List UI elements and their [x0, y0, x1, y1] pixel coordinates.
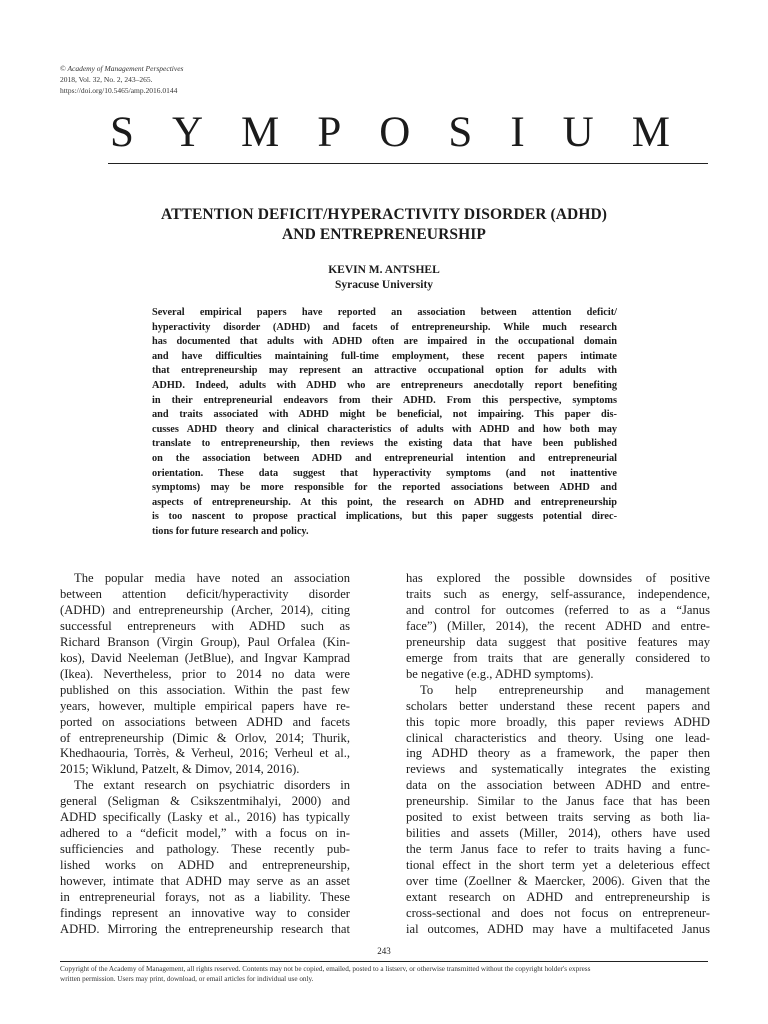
text-line: Khedhaouria, Torrès, & Verheul, 2016; Verheul et al., — [60, 746, 350, 761]
text-line: and control for outcomes (referred to as a “Janus — [406, 602, 710, 617]
text-line: symptoms) may be more responsible for the reported associations between ADHD and — [152, 482, 617, 494]
text-line: tions for future research and policy. — [152, 525, 309, 537]
text-line: is too nascent to propose practical implications, but this paper suggests potential direc- — [152, 511, 617, 523]
text-line: Richard Branson (Virgin Group), Paul Orfalea (Kin- — [60, 634, 350, 649]
footer-divider — [60, 961, 708, 962]
text-line: over time (Zoellner & Maercker, 2006). Given that the — [406, 874, 710, 889]
text-line: adhered to a “deficit model,” with a focus on in- — [60, 826, 350, 841]
text-line: ADHD. Mirroring the entrepreneurship research that — [60, 921, 350, 936]
text-line: extant research on ADHD and entrepreneurship is — [406, 890, 710, 905]
text-line: on the association between ADHD and entrepreneurial intention and entrepreneurial — [152, 452, 617, 464]
section-heading-letter: O — [379, 109, 411, 156]
text-line: posited to exist between traits serving as both lia- — [406, 810, 710, 825]
section-heading-letter: Y — [171, 109, 204, 156]
text-line: published on this association. Within the past few — [60, 682, 350, 697]
body-column-left — [60, 571, 350, 938]
text-line: scholars better understand these recent papers and — [406, 698, 710, 713]
body-column-right — [406, 571, 710, 938]
text-line: The popular media have noted an association — [74, 571, 350, 585]
text-line: bilities and assets (Miller, 2014), others have used — [406, 826, 710, 841]
text-line: ial outcomes, ADHD may have a multifaceted Janus — [406, 921, 710, 936]
text-line: To help entrepreneurship and management — [420, 682, 710, 697]
text-line: face”) (Miller, 2014), the recent ADHD and entre- — [406, 618, 710, 633]
text-line: successful entrepreneurs with ADHD such as — [60, 618, 350, 633]
title-line: ATTENTION DEFICIT/HYPERACTIVITY DISORDER (ADHD) — [160, 206, 608, 223]
text-line: has documented that adults with ADHD often are impaired in the occupational domain — [152, 336, 617, 348]
text-line: cross-sectional and does not focus on entrepreneur- — [406, 906, 710, 921]
text-line: in their entrepreneurial endeavors from their ADHD. From this perspective, symptoms — [152, 394, 617, 406]
author-block — [60, 263, 708, 293]
section-heading-letter: M — [241, 109, 280, 156]
text-line: (Ikea). Nevertheless, prior to 2014 no data were — [60, 666, 350, 681]
author-name: KEVIN M. ANTSHEL — [328, 264, 440, 276]
text-line: and have difficulties maintaining full-time employment, these recent papers intimate — [152, 350, 617, 362]
text-line: ing ADHD theory as a framework, the paper then — [406, 746, 710, 761]
text-line: kos), David Neeleman (JetBlue), and Ingvar Kamprad — [60, 650, 350, 665]
section-heading-letter: I — [510, 109, 525, 156]
text-line: ported on associations between ADHD and facets — [60, 714, 350, 729]
text-line: lished works on ADHD and entrepreneurship, — [60, 858, 350, 873]
section-heading-letter: U — [562, 109, 594, 156]
text-line: sufficiencies and pathology. These recently pub- — [60, 842, 350, 857]
article-metadata — [60, 63, 183, 96]
text-line: traits such as energy, self-assurance, independence, — [406, 586, 710, 601]
abstract — [152, 306, 617, 540]
section-heading-letter: M — [631, 109, 670, 156]
text-line: be negative (e.g., ADHD symptoms). — [406, 666, 594, 681]
text-line: orientation. These data suggest that hyperactivity symptoms (and not inattentive — [152, 467, 617, 479]
text-line: the term Janus face to refer to traits having a func- — [406, 842, 710, 857]
text-line: cusses ADHD theory and clinical characteristics of adults with ADHD and how both may — [152, 423, 617, 435]
text-line: aspects of entrepreneurship. At this point, the research on ADHD and entrepreneurship — [152, 496, 617, 508]
text-line: this topic more broadly, this paper reviews ADHD — [406, 714, 710, 729]
text-line: reviews and systematically integrates the existing — [406, 762, 710, 777]
text-line: Several empirical papers have reported an association between attention deficit/ — [152, 307, 617, 318]
text-line: in entrepreneurial forays, not as a liability. These — [60, 890, 350, 905]
text-line: that entrepreneurship may represent an attractive occupational option for adults with — [152, 365, 617, 377]
title-line: AND ENTREPRENEURSHIP — [282, 226, 486, 243]
copyright-line: written permission. Users may print, download, or email articles for individual use only. — [60, 974, 314, 983]
text-line: preneurship. Similar to the Janus face that has been — [406, 794, 710, 809]
heading-divider — [108, 163, 708, 164]
text-line: however, intimate that ADHD may serve as an asset — [60, 874, 350, 889]
section-heading — [110, 108, 670, 158]
section-heading-letter: S — [448, 109, 473, 156]
text-line: of entrepreneurship (Dimic & Orlov, 2014; Thurik, — [60, 730, 350, 745]
text-line: emerge from traits that are generally considered to — [406, 650, 710, 665]
text-line: tional effect in the short term yet a deleterious effect — [406, 858, 710, 873]
text-line: 2015; Wiklund, Patzelt, & Dimov, 2014, 2016). — [60, 762, 300, 777]
text-line: translate to entrepreneurship, then reviews the existing data that have been published — [152, 438, 617, 450]
text-line: hyperactivity disorder (ADHD) and facets of entrepreneurship. While much research — [152, 321, 617, 333]
text-line: The extant research on psychiatric disorders in — [74, 778, 350, 793]
text-line: between attention deficit/hyperactivity disorder — [60, 586, 350, 601]
copyright-line: Copyright of the Academy of Management, all rights reserved. Contents may not be copied, emailed, posted to a listserv, or otherwise transmitted without the copyright holder's express — [60, 965, 591, 973]
text-line: has explored the possible downsides of positive — [406, 571, 710, 585]
text-line: ADHD. Indeed, adults with ADHD who are entrepreneurs anecdotally report benefiting — [152, 379, 617, 391]
text-line: preneurship data suggest that positive features may — [406, 634, 710, 649]
doi-link[interactable]: https://doi.org/10.5465/amp.2016.0144 — [60, 86, 178, 95]
volume-info: 2018, Vol. 32, No. 2, 243–265. — [60, 75, 153, 84]
page-number: 243 — [377, 946, 391, 956]
article-title — [60, 205, 708, 245]
text-line: years, however, multiple empirical papers have re- — [60, 698, 350, 713]
text-line: ADHD specifically (Lasky et al., 2016) has typically — [60, 810, 350, 825]
copyright-notice — [60, 965, 708, 984]
text-line: data on the association between ADHD and entre- — [406, 778, 710, 793]
text-line: (ADHD) and entrepreneurship (Archer, 2014), citing — [60, 602, 350, 617]
author-affiliation: Syracuse University — [334, 279, 434, 291]
section-heading-letter: P — [317, 109, 342, 156]
text-line: and traits associated with ADHD might be beneficial, not impairing. This paper dis- — [152, 409, 617, 421]
text-line: findings represent an innovative way to consider — [60, 906, 350, 921]
text-line: clinical characteristics and theory. Using one lead- — [406, 730, 710, 745]
journal-name: © Academy of Management Perspectives — [60, 64, 184, 73]
section-heading-letter: S — [110, 109, 134, 156]
text-line: general (Seligman & Csikszentmihalyi, 2000) and — [60, 794, 350, 809]
